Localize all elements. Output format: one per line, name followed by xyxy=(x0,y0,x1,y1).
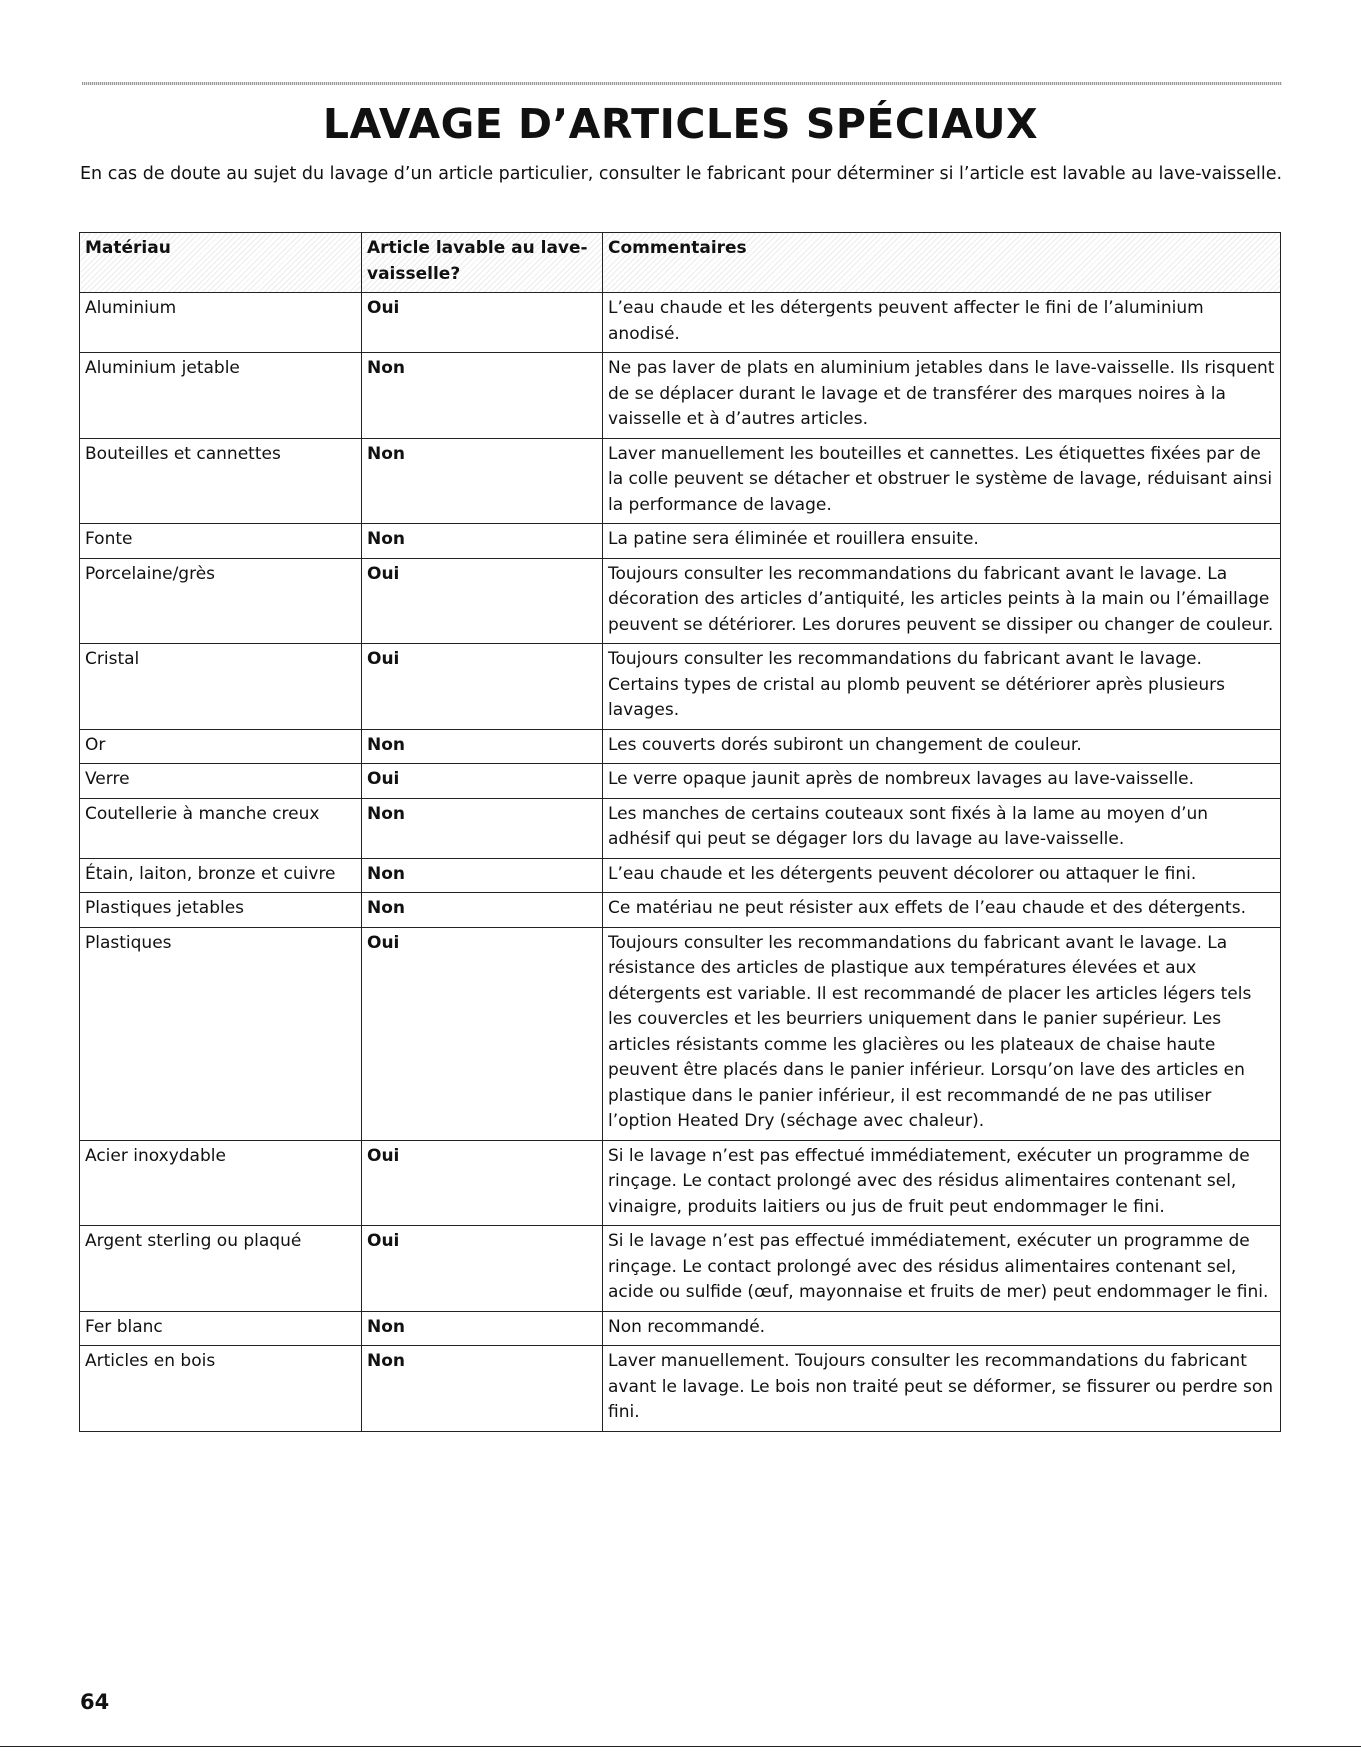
comment-cell: Toujours consulter les recommandations du fabricant avant le lavage. La résistance des articles de plastique aux températures élevées et aux détergents est variable. Il est recommandé de placer les articles légers tels les couvercles et les beurriers uniquement dans le panier supérieur. Les articles résistants comme les glacières ou les plateaux de chaise haute peuvent être placés dans le panier inférieur. Lorsqu’on lave des articles en plastique dans le panier inférieur, il est recommandé de ne pas utiliser l’option Heated Dry (séchage avec chaleur). xyxy=(603,927,1281,1140)
table-row xyxy=(80,438,1281,524)
comment-cell: L’eau chaude et les détergents peuvent décolorer ou attaquer le fini. xyxy=(603,858,1281,893)
table-row xyxy=(80,798,1281,858)
material-cell: Coutellerie à manche creux xyxy=(80,798,362,858)
washable-cell: Non xyxy=(362,858,603,893)
material-cell: Bouteilles et cannettes xyxy=(80,438,362,524)
washable-cell: Oui xyxy=(362,764,603,799)
material-cell: Fonte xyxy=(80,524,362,559)
washable-cell: Non xyxy=(362,729,603,764)
material-cell: Aluminium jetable xyxy=(80,353,362,439)
table-row xyxy=(80,1346,1281,1432)
material-cell: Acier inoxydable xyxy=(80,1140,362,1226)
page-title: LAVAGE D’ARTICLES SPÉCIAUX xyxy=(322,100,1039,148)
material-cell: Étain, laiton, bronze et cuivre xyxy=(80,858,362,893)
washable-cell: Non xyxy=(362,524,603,559)
material-cell: Aluminium xyxy=(80,293,362,353)
material-cell: Cristal xyxy=(80,644,362,730)
washable-cell: Oui xyxy=(362,558,603,644)
material-cell: Argent sterling ou plaqué xyxy=(80,1226,362,1312)
intro-paragraph: En cas de doute au sujet du lavage d’un article particulier, consulter le fabricant pour déterminer si l’article est lavable au lave-vaisselle. xyxy=(80,164,1283,184)
table-row xyxy=(80,558,1281,644)
material-cell: Fer blanc xyxy=(80,1311,362,1346)
material-cell: Plastiques jetables xyxy=(80,893,362,928)
comment-cell: Les couverts dorés subiront un changement de couleur. xyxy=(603,729,1281,764)
washable-cell: Oui xyxy=(362,1226,603,1312)
comment-cell: Si le lavage n’est pas effectué immédiatement, exécuter un programme de rinçage. Le contact prolongé avec des résidus alimentaires contenant sel, vinaigre, produits laitiers ou jus de fruit peut endommager le fini. xyxy=(603,1140,1281,1226)
table-row xyxy=(80,927,1281,1140)
washable-cell: Non xyxy=(362,1346,603,1432)
table-row xyxy=(80,858,1281,893)
table-header-row xyxy=(80,233,1281,293)
bottom-rule xyxy=(0,1746,1361,1747)
material-cell: Articles en bois xyxy=(80,1346,362,1432)
comment-cell: Les manches de certains couteaux sont fixés à la lame au moyen d’un adhésif qui peut se dégager lors du lavage au lave-vaisselle. xyxy=(603,798,1281,858)
header-washable: Article lavable au lave-vaisselle? xyxy=(362,233,603,293)
comment-cell: Toujours consulter les recommandations du fabricant avant le lavage. Certains types de cristal au plomb peuvent se détériorer après plusieurs lavages. xyxy=(603,644,1281,730)
material-cell: Or xyxy=(80,729,362,764)
comment-cell: Le verre opaque jaunit après de nombreux lavages au lave-vaisselle. xyxy=(603,764,1281,799)
table-row xyxy=(80,729,1281,764)
comment-cell: Toujours consulter les recommandations du fabricant avant le lavage. La décoration des articles d’antiquité, les articles peints à la main ou l’émaillage peuvent se détériorer. Les dorures peuvent se dissiper ou changer de couleur. xyxy=(603,558,1281,644)
table-row xyxy=(80,293,1281,353)
comment-cell: Ce matériau ne peut résister aux effets de l’eau chaude et des détergents. xyxy=(603,893,1281,928)
washable-cell: Non xyxy=(362,1311,603,1346)
comment-cell: Laver manuellement. Toujours consulter les recommandations du fabricant avant le lavage. Le bois non traité peut se déformer, se fissurer ou perdre son fini. xyxy=(603,1346,1281,1432)
top-rule xyxy=(82,82,1282,85)
table-row xyxy=(80,1140,1281,1226)
special-items-table xyxy=(79,232,1281,1432)
washable-cell: Non xyxy=(362,353,603,439)
washable-cell: Non xyxy=(362,438,603,524)
washable-cell: Oui xyxy=(362,293,603,353)
material-cell: Verre xyxy=(80,764,362,799)
washable-cell: Oui xyxy=(362,1140,603,1226)
table-row xyxy=(80,764,1281,799)
table-row xyxy=(80,1311,1281,1346)
table-row xyxy=(80,1226,1281,1312)
table-row xyxy=(80,893,1281,928)
comment-cell: Si le lavage n’est pas effectué immédiatement, exécuter un programme de rinçage. Le contact prolongé avec des résidus alimentaires contenant sel, acide ou sulfide (œuf, mayonnaise et fruits de mer) peut endommager le fini. xyxy=(603,1226,1281,1312)
comment-cell: La patine sera éliminée et rouillera ensuite. xyxy=(603,524,1281,559)
washable-cell: Non xyxy=(362,893,603,928)
comment-cell: Non recommandé. xyxy=(603,1311,1281,1346)
table-body xyxy=(80,293,1281,1432)
header-comments: Commentaires xyxy=(603,233,1281,293)
special-items-table-container xyxy=(79,232,1281,1432)
material-cell: Porcelaine/grès xyxy=(80,558,362,644)
material-cell: Plastiques xyxy=(80,927,362,1140)
washable-cell: Non xyxy=(362,798,603,858)
comment-cell: Ne pas laver de plats en aluminium jetables dans le lave-vaisselle. Ils risquent de se déplacer durant le lavage et de transférer des marques noires à la vaisselle et à d’autres articles. xyxy=(603,353,1281,439)
table-row xyxy=(80,644,1281,730)
washable-cell: Oui xyxy=(362,927,603,1140)
comment-cell: Laver manuellement les bouteilles et cannettes. Les étiquettes fixées par de la colle peuvent se détacher et obstruer le système de lavage, réduisant ainsi la performance de lavage. xyxy=(603,438,1281,524)
washable-cell: Oui xyxy=(362,644,603,730)
comment-cell: L’eau chaude et les détergents peuvent affecter le fini de l’aluminium anodisé. xyxy=(603,293,1281,353)
page-number: 64 xyxy=(80,1690,110,1714)
table-row xyxy=(80,353,1281,439)
header-material: Matériau xyxy=(80,233,362,293)
table-row xyxy=(80,524,1281,559)
